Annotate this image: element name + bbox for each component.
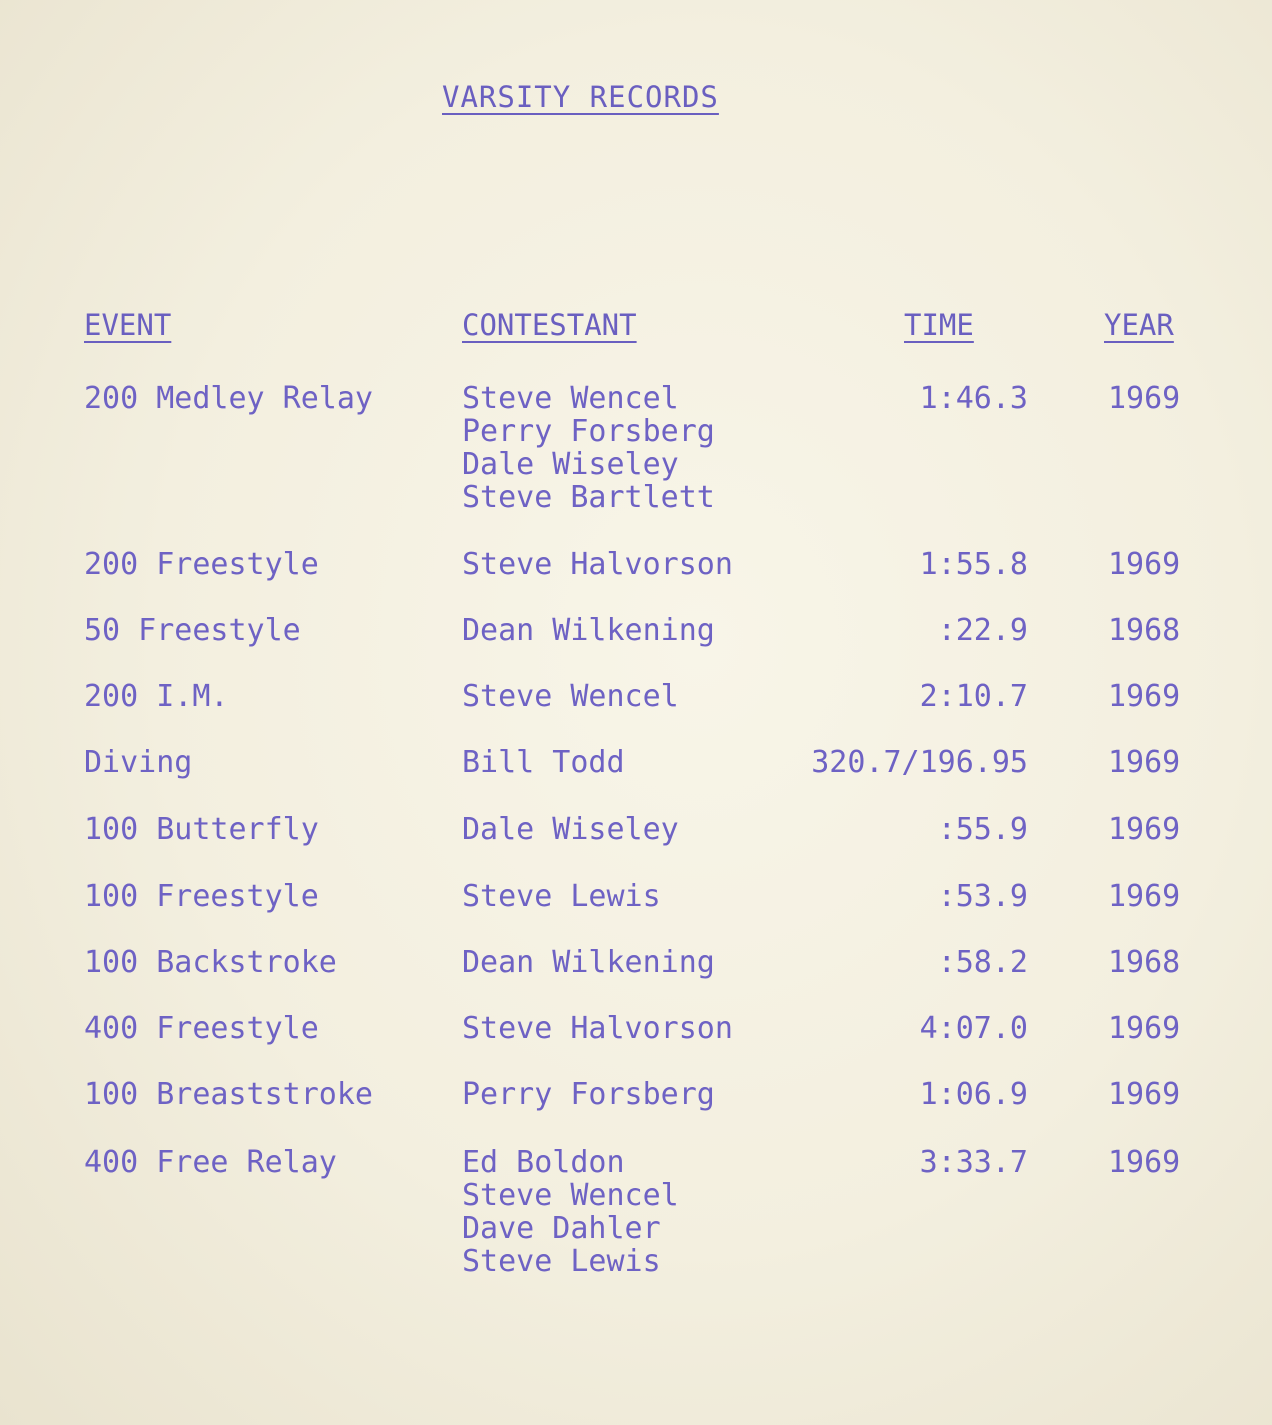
- record-year: 1969: [1108, 1011, 1181, 1046]
- record-year: 1969: [1108, 879, 1181, 914]
- record-event: 100 Breaststroke: [84, 1077, 373, 1112]
- record-event: 200 Medley Relay: [84, 381, 373, 416]
- record-year: 1968: [1108, 945, 1181, 980]
- contestant-name: Steve Halvorson: [462, 1011, 733, 1046]
- contestant-name: Steve Wencel: [462, 679, 679, 714]
- record-time: :22.9: [937, 613, 1028, 648]
- contestant-name: Ed Boldon: [462, 1145, 625, 1180]
- contestant-name: Steve Wencel: [462, 381, 679, 416]
- record-year: 1969: [1108, 745, 1181, 780]
- record-time: 4:07.0: [919, 1011, 1028, 1046]
- record-year: 1969: [1108, 679, 1181, 714]
- record-event: 100 Butterfly: [84, 812, 319, 847]
- record-contestants: [462, 614, 715, 647]
- record-contestants: [462, 813, 679, 846]
- contestant-name: Steve Lewis: [462, 1244, 661, 1279]
- header-contestant: CONTESTANT: [462, 308, 637, 342]
- contestant-name: Steve Wencel: [462, 1178, 679, 1213]
- record-year: 1969: [1108, 381, 1181, 416]
- contestant-name: Dean Wilkening: [462, 613, 715, 648]
- record-event: 400 Free Relay: [84, 1145, 337, 1180]
- contestant-name: Dave Dahler: [462, 1211, 661, 1246]
- record-time: 2:10.7: [919, 679, 1028, 714]
- record-time: 1:46.3: [919, 381, 1028, 416]
- record-contestants: [462, 946, 715, 979]
- record-contestants: [462, 382, 715, 514]
- record-year: 1969: [1108, 1077, 1181, 1112]
- contestant-name: Steve Bartlett: [462, 480, 715, 515]
- record-event: 50 Freestyle: [84, 613, 301, 648]
- record-contestants: [462, 1012, 733, 1045]
- contestant-name: Dale Wiseley: [462, 447, 679, 482]
- record-time: :55.9: [937, 812, 1028, 847]
- page-title: VARSITY RECORDS: [442, 80, 719, 114]
- contestant-name: Perry Forsberg: [462, 414, 715, 449]
- record-event: 100 Freestyle: [84, 879, 319, 914]
- record-time: 320.7/196.95: [811, 745, 1028, 780]
- record-time: 1:55.8: [919, 547, 1028, 582]
- header-time: TIME: [904, 308, 974, 342]
- record-event: 200 Freestyle: [84, 547, 319, 582]
- contestant-name: Perry Forsberg: [462, 1077, 715, 1112]
- record-year: 1969: [1108, 547, 1181, 582]
- record-event: 100 Backstroke: [84, 945, 337, 980]
- record-time: 1:06.9: [919, 1077, 1028, 1112]
- record-year: 1969: [1108, 812, 1181, 847]
- contestant-name: Steve Lewis: [462, 879, 661, 914]
- record-time: :53.9: [937, 879, 1028, 914]
- record-year: 1969: [1108, 1145, 1181, 1180]
- record-time: :58.2: [937, 945, 1028, 980]
- record-year: 1968: [1108, 613, 1181, 648]
- record-contestants: [462, 880, 661, 913]
- record-event: Diving: [84, 745, 193, 780]
- header-event: EVENT: [84, 308, 172, 342]
- record-contestants: [462, 548, 733, 581]
- header-year: YEAR: [1104, 308, 1174, 342]
- record-contestants: [462, 1078, 715, 1111]
- contestant-name: Steve Halvorson: [462, 547, 733, 582]
- record-contestants: [462, 746, 625, 779]
- contestant-name: Dean Wilkening: [462, 945, 715, 980]
- contestant-name: Bill Todd: [462, 745, 625, 780]
- record-time: 3:33.7: [919, 1145, 1028, 1180]
- record-contestants: [462, 1146, 679, 1278]
- contestant-name: Dale Wiseley: [462, 812, 679, 847]
- record-contestants: [462, 680, 679, 713]
- record-event: 400 Freestyle: [84, 1011, 319, 1046]
- record-event: 200 I.M.: [84, 679, 229, 714]
